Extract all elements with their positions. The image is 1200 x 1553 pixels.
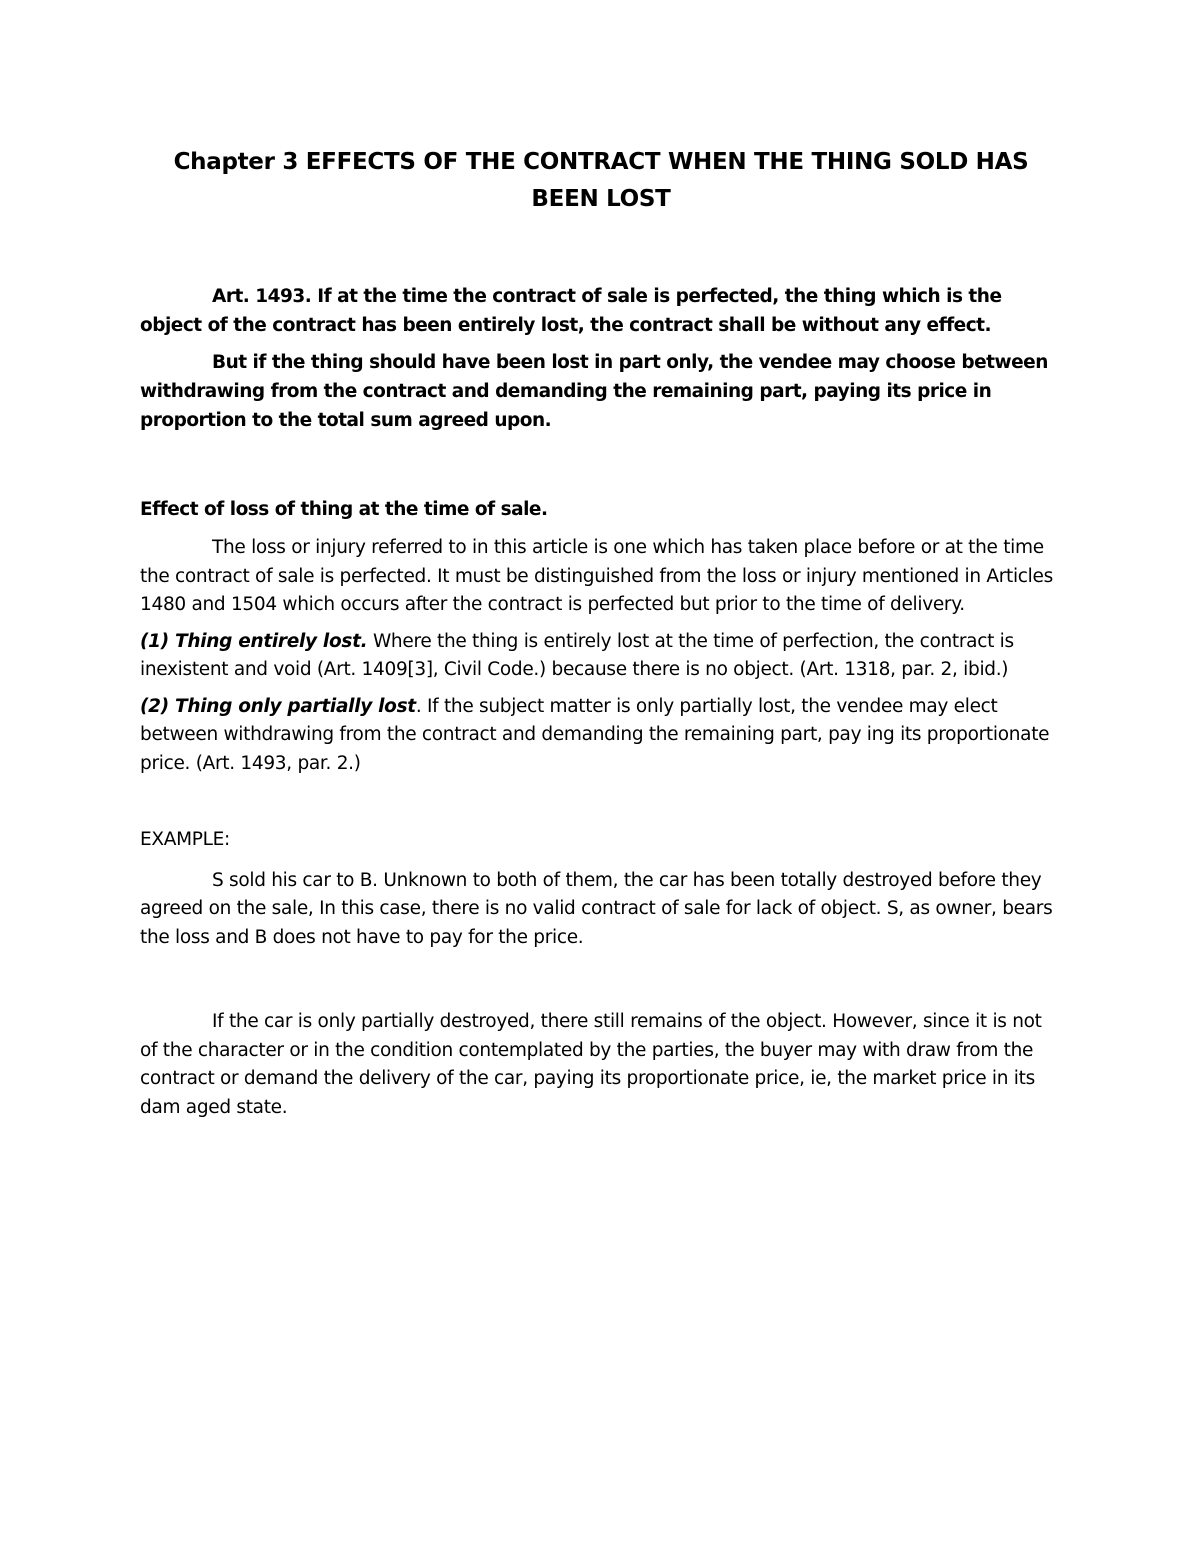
item-1-lead: (1) Thing entirely lost. — [140, 630, 368, 652]
item-2-lead: (2) Thing only partially lost — [140, 695, 416, 717]
article-1493-paragraph-2: But if the thing should have been lost in part only, the vendee may choose between withdrawing from the contract and demanding the remaining part, paying its price in proportion to the total sum agreed upon. — [140, 352, 1048, 431]
article-1493-paragraph-1: Art. 1493. If at the time the contract of sale is perfected, the thing which is the object of the contract has been entirely lost, the contract shall be without any effect. — [140, 286, 1002, 336]
example-paragraph-1: S sold his car to B. Unknown to both of them, the car has been totally destroyed before they agreed on the sale, In this case, there is no valid contract of sale for lack of object. S, as owner, bears the loss and B does not have to pay for the price. — [140, 869, 1053, 948]
item-thing-partially-lost — [140, 693, 1062, 779]
example-paragraph-2: If the car is only partially destroyed, there still remains of the object. However, since it is not of the character or in the condition contemplated by the parties, the buyer may with draw from the contract or demand the delivery of the car, paying its proportionate price, ie, the market price in its dam aged state. — [140, 1011, 1042, 1118]
section-heading: Effect of loss of thing at the time of sale. — [140, 499, 548, 520]
item-thing-entirely-lost — [140, 628, 1062, 685]
document-page — [140, 144, 1062, 1130]
chapter-title-line-2: BEEN LOST — [531, 186, 671, 212]
item-1-text: Where the thing is entirely lost at the time of perfection, the contract is inexistent and void (Art. 1409[3], Civil Code.) because there is no object. (Art. 1318, par. 2, ibid.) — [140, 630, 1014, 680]
section-intro-paragraph: The loss or injury referred to in this article is one which has taken place before or at the time the contract of sale is perfected. It must be distinguished from the loss or injury mentioned in Articles 1480 and 1504 which occurs after the contract is perfected but prior to the time of delivery. — [140, 537, 1053, 615]
chapter-title-line-1: Chapter 3 EFFECTS OF THE CONTRACT WHEN THE THING SOLD HAS — [173, 149, 1029, 175]
chapter-title — [140, 144, 1062, 218]
example-label: EXAMPLE: — [140, 829, 230, 850]
item-2-text: . If the subject matter is only partially lost, the vendee may elect between withdrawing from the contract and demanding the remaining part, pay ing its proportionate price. (Art. 1493, par. 2.) — [140, 695, 1050, 774]
